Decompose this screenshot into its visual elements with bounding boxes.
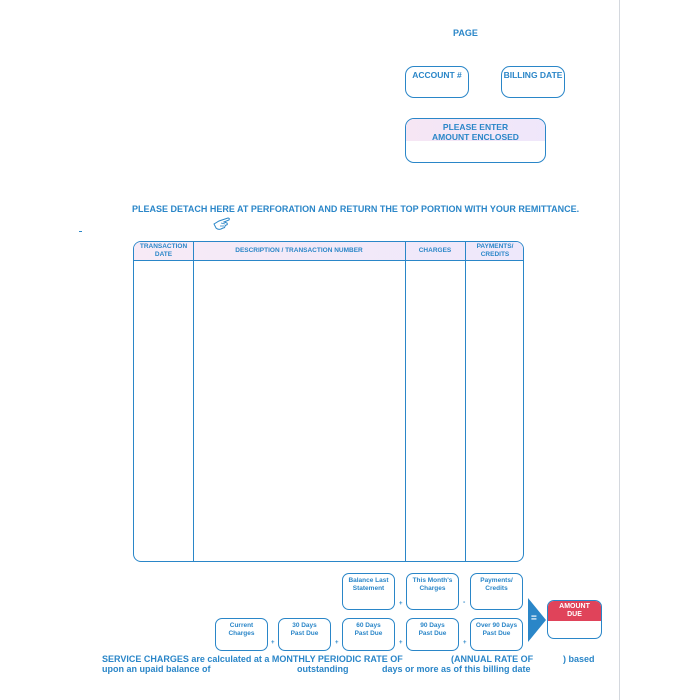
column-divider [193, 242, 194, 561]
amount-due-field[interactable] [547, 600, 602, 639]
this-months-charges-field[interactable] [406, 573, 459, 610]
current-charges-label: Current Charges [228, 622, 255, 637]
days-30-past-due-field[interactable] [278, 618, 331, 651]
page-label: PAGE [453, 28, 478, 38]
detach-notice: PLEASE DETACH HERE AT PERFORATION AND RETURN THE TOP PORTION WITH YOUR REMITTANCE. [132, 204, 580, 214]
transaction-table [133, 241, 524, 562]
equals-operator: = [531, 613, 537, 624]
balance-last-statement-field[interactable] [342, 573, 395, 610]
right-border [619, 0, 620, 700]
balance-last-statement-label: Balance Last Statement [348, 577, 389, 592]
service-charges-text-2a: upon an upaid balance of [102, 664, 211, 674]
over-90-days-past-due-label: Over 90 Days Past Due [475, 622, 518, 637]
amount-enclosed-field[interactable] [405, 118, 546, 163]
plus-operator: + [271, 640, 275, 646]
service-charges-text-2b: outstanding [297, 664, 349, 674]
account-number-field[interactable] [405, 66, 469, 98]
billing-date-field[interactable] [501, 66, 565, 98]
plus-operator: + [335, 640, 339, 646]
column-payments-credits: PAYMENTS/ CREDITS [476, 243, 514, 258]
service-charges-text-1c: ) based [563, 654, 595, 664]
column-description: DESCRIPTION / TRANSACTION NUMBER [235, 247, 363, 254]
plus-operator: + [463, 640, 467, 646]
amount-due-label: AMOUNT DUE [559, 603, 590, 618]
billing-date-label: BILLING DATE [503, 70, 563, 80]
days-90-past-due-field[interactable] [406, 618, 459, 651]
over-90-days-past-due-field[interactable] [470, 618, 523, 651]
column-transaction-date: TRANSACTION DATE [139, 243, 188, 258]
perforation-mark [79, 231, 82, 232]
this-months-charges-label: This Month's Charges [412, 577, 453, 592]
amount-enclosed-label: PLEASE ENTER AMOUNT ENCLOSED [432, 122, 519, 142]
column-charges: CHARGES [418, 247, 452, 254]
current-charges-field[interactable] [215, 618, 268, 651]
service-charges-text-1b: (ANNUAL RATE OF [451, 654, 534, 664]
days-90-past-due-label: 90 Days Past Due [418, 622, 447, 637]
column-divider [405, 242, 406, 561]
service-charges-text-2c: days or more as of this billing date [382, 664, 531, 674]
days-60-past-due-label: 60 Days Past Due [354, 622, 383, 637]
plus-operator: + [399, 601, 403, 607]
service-charges-text-1a: SERVICE CHARGES are calculated at a MONTHLY PERIODIC RATE OF [102, 654, 403, 664]
column-divider [465, 242, 466, 561]
account-number-label: ACCOUNT # [412, 70, 462, 80]
days-60-past-due-field[interactable] [342, 618, 395, 651]
pointing-hand-icon [212, 215, 232, 236]
payments-credits-label: Payments/ Credits [480, 577, 513, 592]
plus-operator: + [399, 640, 403, 646]
days-30-past-due-label: 30 Days Past Due [290, 622, 319, 637]
payments-credits-field[interactable] [470, 573, 523, 610]
minus-operator: - [463, 599, 466, 606]
